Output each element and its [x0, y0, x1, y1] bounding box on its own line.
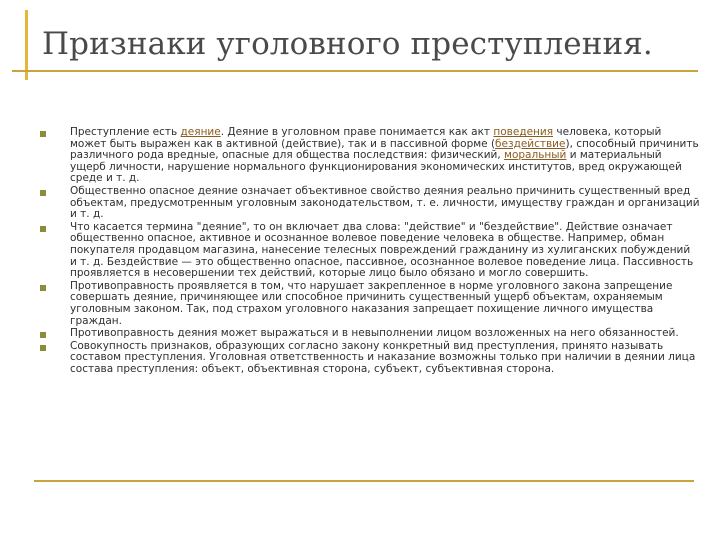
text-fragment: и материальный ущерб личности, нарушение нормального функционирования экономических институтов, вред окружающей среде и т. д.: [70, 149, 682, 185]
square-bullet-icon: [40, 332, 46, 338]
bullet-item: [38, 186, 700, 221]
text-fragment: Противоправность проявляется в том, что нарушает закрепленное в норме уголовного закона запрещение совершать деяние, причиняющее или способное причинить существенный ущерб объектам, охраняемым уголовным законом. Так, под страхом уголовного наказания запрещает похищение личного имущества граждан.: [70, 279, 673, 327]
bullet-item: [38, 281, 700, 327]
footer-line: [34, 480, 694, 482]
bullet-text: [70, 127, 700, 185]
bullet-text: [70, 186, 700, 221]
title-underline: [12, 70, 698, 72]
link-deyanie[interactable]: деяние: [180, 126, 221, 138]
bullet-text: [70, 328, 700, 340]
bullet-text: [70, 222, 700, 280]
bullet-list: [38, 127, 700, 375]
text-fragment: Что касается термина "деяние", то он включает два слова: "действие" и "бездействие". Действие означает общественно опасное, активное и осознанное волевое поведение человека в обществе. Например, обман покупателя продавцом магазина, нанесение телесных повреждений гражданину из хулиганских побуждений и т. д. Бездействие — это общественно опасное, пассивное, осознанное волевое поведение лица. Пассивность проявляется в несовершении тех действий, которые лицо было обязано и могло совершить.: [70, 220, 694, 280]
link-povedenie[interactable]: поведения: [493, 126, 554, 138]
text-fragment: Преступление есть: [70, 126, 181, 138]
square-bullet-icon: [40, 190, 46, 196]
square-bullet-icon: [40, 131, 46, 137]
square-bullet-icon: [40, 285, 46, 291]
square-bullet-icon: [40, 226, 46, 232]
text-fragment: Совокупность признаков, образующих согласно закону конкретный вид преступления, принято называть составом преступления. Уголовная ответственность и наказание возможны только при наличии в деянии лица состава преступления: объект, объективная сторона, субъект, субъективная сторона.: [70, 339, 696, 375]
link-bezdeystvie[interactable]: бездействие: [495, 137, 566, 150]
text-fragment: Общественно опасное деяние означает объективное свойство деяния реально причинить существенный вред объектам, предусмотренным уголовным законодательством, т. е. личности, имуществу граждан и организаций и т. д.: [70, 184, 700, 221]
bullet-item: [38, 341, 700, 376]
bullet-item: [38, 328, 700, 340]
bullet-text: [70, 281, 700, 327]
text-fragment: . Деяние в уголовном праве понимается как акт: [220, 126, 494, 138]
text-fragment: ), способный причинить различного рода вредные, опасные для общества последствия: физический,: [70, 137, 699, 162]
link-moralny[interactable]: моральный: [504, 149, 567, 162]
square-bullet-icon: [40, 345, 46, 351]
text-fragment: Противоправность деяния может выражаться и в невыполнении лицом возложенных на него обязанностей.: [70, 327, 679, 340]
text-fragment: человека, который может быть выражен как в активной (действие), так и в пассивной форме (: [70, 126, 662, 150]
slide-title: Признаки уголовного преступления.: [42, 26, 653, 62]
bullet-text: [70, 341, 700, 376]
bullet-item: [38, 127, 700, 185]
bullet-item: [38, 222, 700, 280]
